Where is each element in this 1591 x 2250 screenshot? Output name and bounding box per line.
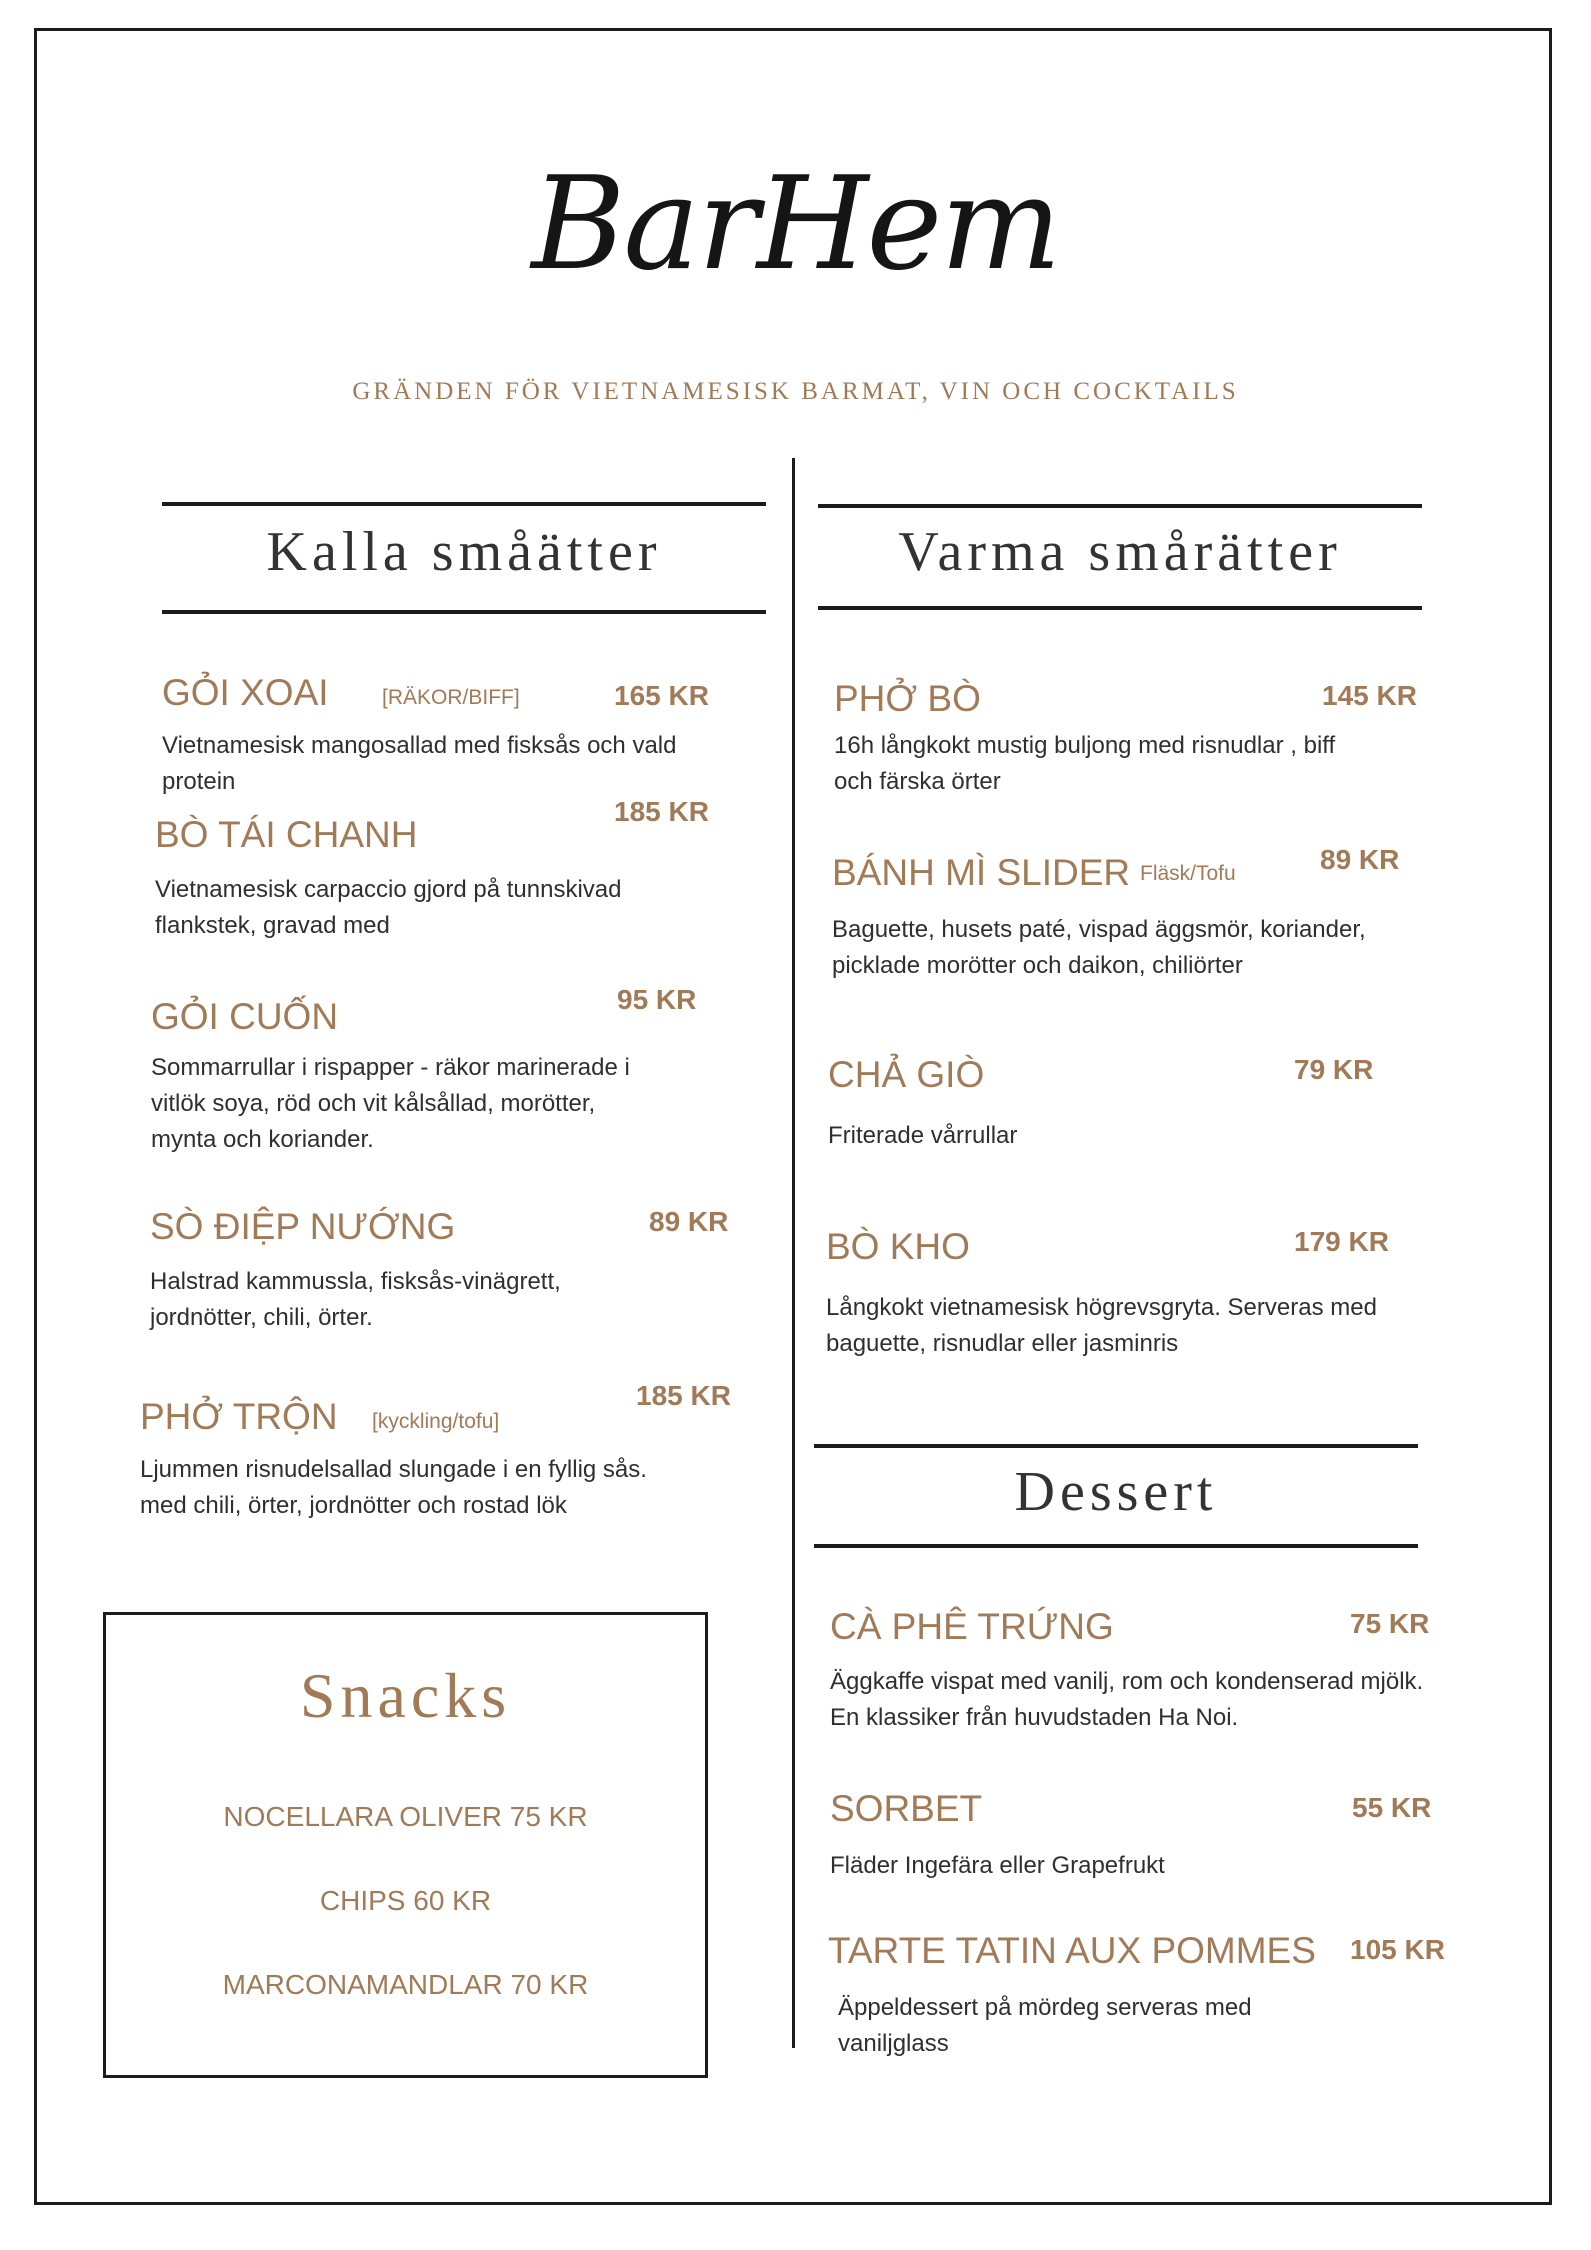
kalla-item-goi-xoai-desc-1: Vietnamesisk mangosallad med fisksås och vald — [162, 732, 677, 759]
column-divider — [792, 458, 795, 2048]
varma-item-cha-gio-name: CHẢ GIÒ — [828, 1054, 985, 1095]
dessert-title: Dessert — [1014, 1461, 1218, 1523]
varma-item-pho-bo-price: 145 KR — [1322, 680, 1417, 711]
varma-item-cha-gio-price: 79 KR — [1294, 1054, 1374, 1085]
kalla-item-goi-xoai-price: 165 KR — [614, 680, 709, 711]
dessert-item-sorbet-price: 55 KR — [1352, 1792, 1432, 1823]
varma-item-pho-bo-name: PHỞ BÒ — [834, 678, 981, 719]
kalla-item-so-diep-nuong-name: SÒ ĐIỆP NƯỚNG — [150, 1206, 456, 1247]
varma-top-rule — [818, 504, 1422, 508]
varma-item-banh-mi-slider-name: BÁNH MÌ SLIDER — [832, 852, 1131, 893]
dessert-item-tarte-tatin-name: TARTE TATIN AUX POMMES — [828, 1930, 1316, 1971]
dessert-bottom-rule — [814, 1544, 1418, 1548]
varma-item-banh-mi-slider-option: Fläsk/Tofu — [1140, 862, 1236, 885]
kalla-item-bo-tai-chanh-desc-1: Vietnamesisk carpaccio gjord på tunnskivad — [155, 876, 622, 903]
kalla-item-goi-cuon-desc-2: vitlök soya, röd och vit kålsållad, morötter, — [151, 1090, 596, 1117]
kalla-item-so-diep-nuong-desc-2: jordnötter, chili, örter. — [150, 1304, 373, 1331]
varma-item-cha-gio-desc-1: Friterade vårrullar — [828, 1122, 1018, 1149]
dessert-item-ca-phe-trung-desc-2: En klassiker från huvudstaden Ha Noi. — [830, 1704, 1239, 1731]
kalla-item-bo-tai-chanh-desc-2: flankstek, gravad med — [155, 912, 390, 939]
kalla-item-goi-cuon-name: GỎI CUỐN — [151, 996, 339, 1037]
kalla-item-pho-tron-price: 185 KR — [636, 1380, 731, 1411]
varma-item-bo-kho-price: 179 KR — [1294, 1226, 1389, 1257]
kalla-item-goi-xoai-option: [RÄKOR/BIFF] — [382, 686, 520, 709]
snack-item-nocellara: NOCELLARA OLIVER 75 KR — [223, 1801, 588, 1832]
varma-item-banh-mi-slider-desc-2: picklade morötter och daikon, chiliörter — [832, 952, 1243, 979]
dessert-item-ca-phe-trung-desc-1: Äggkaffe vispat med vanilj, rom och kondenserad mjölk. — [830, 1668, 1424, 1695]
kalla-item-so-diep-nuong-desc-1: Halstrad kammussla, fisksås-vinägrett, — [150, 1268, 561, 1295]
varma-bottom-rule — [818, 606, 1422, 610]
dessert-item-sorbet-name: SORBET — [830, 1788, 983, 1829]
kalla-item-goi-xoai-name: GỎI XOAI — [162, 672, 329, 713]
kalla-item-pho-tron-desc-2: med chili, örter, jordnötter och rostad lök — [140, 1492, 567, 1519]
kalla-item-goi-cuon-desc-3: mynta och koriander. — [151, 1126, 374, 1153]
varma-item-banh-mi-slider-price: 89 KR — [1320, 844, 1400, 875]
kalla-item-pho-tron-name: PHỞ TRỘN — [140, 1396, 338, 1437]
snacks-box — [103, 1612, 708, 2078]
brand-logo: BarHem — [531, 150, 1060, 299]
varma-item-pho-bo-desc-2: och färska örter — [834, 768, 1001, 795]
dessert-item-tarte-tatin-desc-2: vaniljglass — [838, 2030, 949, 2057]
dessert-item-tarte-tatin-price: 105 KR — [1350, 1934, 1445, 1965]
dessert-item-ca-phe-trung-price: 75 KR — [1350, 1608, 1430, 1639]
kalla-item-goi-xoai-desc-2: protein — [162, 768, 236, 795]
dessert-top-rule — [814, 1444, 1418, 1448]
snacks-title: Snacks — [299, 1660, 512, 1731]
kalla-item-so-diep-nuong-price: 89 KR — [649, 1206, 729, 1237]
dessert-item-ca-phe-trung-name: CÀ PHÊ TRỨNG — [830, 1606, 1114, 1647]
kalla-bottom-rule — [162, 610, 766, 614]
snack-item-chips: CHIPS 60 KR — [319, 1885, 492, 1916]
kalla-title: Kalla småätter — [266, 521, 662, 583]
brand-tagline: GRÄNDEN FÖR VIETNAMESISK BARMAT, VIN OCH COCKTAILS — [352, 378, 1239, 405]
varma-item-bo-kho-name: BÒ KHO — [826, 1226, 970, 1267]
varma-title: Varma smårätter — [898, 521, 1342, 583]
kalla-item-pho-tron-option: [kyckling/tofu] — [372, 1410, 500, 1433]
varma-item-pho-bo-desc-1: 16h långkokt mustig buljong med risnudlar , biff — [834, 732, 1336, 759]
dessert-item-tarte-tatin-desc-1: Äppeldessert på mördeg serveras med — [838, 1994, 1252, 2021]
kalla-item-bo-tai-chanh-name: BÒ TÁI CHANH — [155, 814, 418, 855]
kalla-item-goi-cuon-price: 95 KR — [617, 984, 697, 1015]
varma-item-bo-kho-desc-1: Långkokt vietnamesisk högrevsgryta. Serveras med — [826, 1294, 1377, 1321]
kalla-item-pho-tron-desc-1: Ljummen risnudelsallad slungade i en fyllig sås. — [140, 1456, 647, 1483]
kalla-top-rule — [162, 502, 766, 506]
dessert-item-sorbet-desc-1: Fläder Ingefära eller Grapefrukt — [830, 1852, 1165, 1879]
varma-item-banh-mi-slider-desc-1: Baguette, husets paté, vispad äggsmör, koriander, — [832, 916, 1366, 943]
kalla-item-bo-tai-chanh-price: 185 KR — [614, 796, 709, 827]
snack-item-marconamandlar: MARCONAMANDLAR 70 KR — [222, 1969, 589, 2000]
kalla-item-goi-cuon-desc-1: Sommarrullar i rispapper - räkor marinerade i — [151, 1054, 630, 1081]
varma-item-bo-kho-desc-2: baguette, risnudlar eller jasminris — [826, 1330, 1179, 1357]
